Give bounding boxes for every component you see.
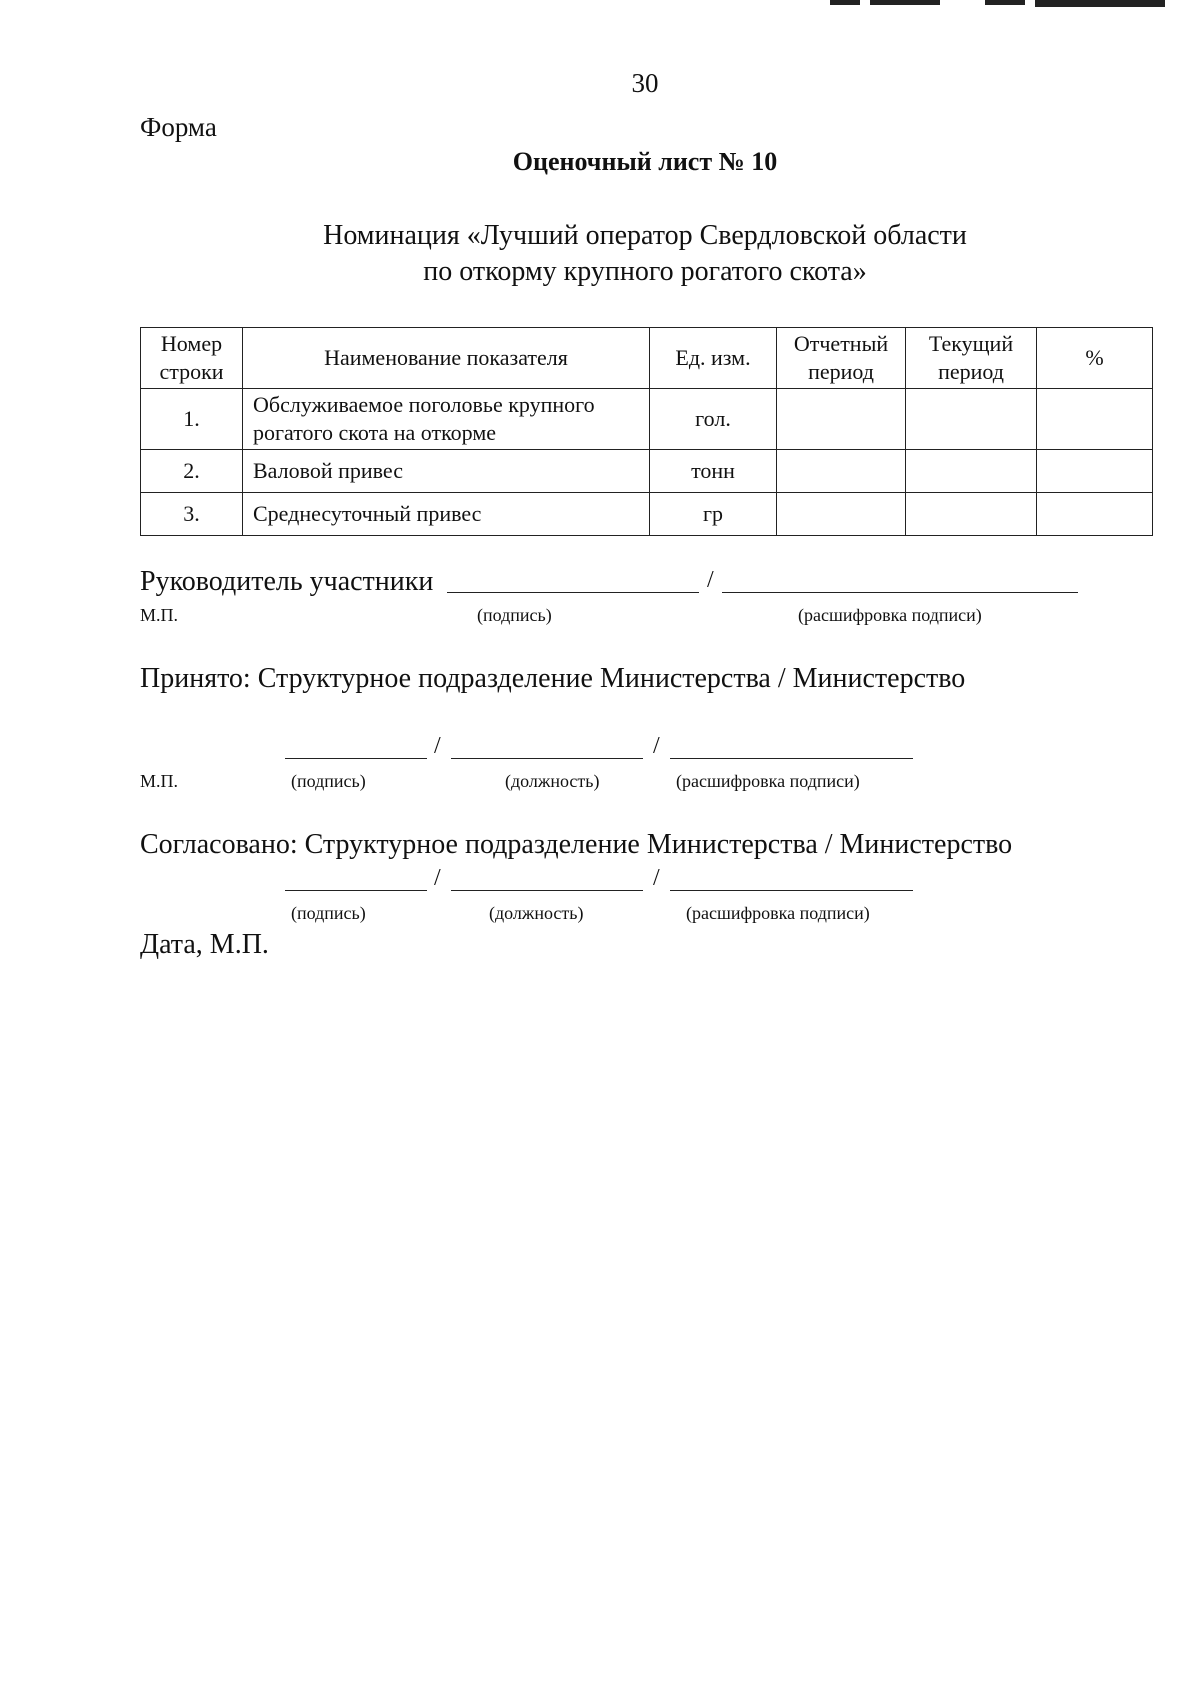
decoding-caption: (расшифровка подписи) [686, 903, 870, 923]
indicator-unit: гр [650, 493, 777, 536]
participant-decoding-line[interactable] [722, 592, 1078, 593]
percent-value-cell[interactable] [1037, 389, 1153, 450]
indicator-unit: гол. [650, 389, 777, 450]
current-value-cell[interactable] [906, 493, 1037, 536]
accepted-heading: Принято: Структурное подразделение Министерства / Министерство [140, 663, 966, 694]
position-caption: (должность) [489, 903, 584, 923]
header-current-period: Текущий период [906, 328, 1037, 389]
separator-slash: / [434, 733, 441, 759]
row-number: 2. [141, 450, 243, 493]
current-value-cell[interactable] [906, 450, 1037, 493]
scan-artifact [870, 0, 940, 5]
current-value-cell[interactable] [906, 389, 1037, 450]
separator-slash: / [434, 865, 441, 891]
header-indicator-name: Наименование показателя [243, 328, 650, 389]
row-number: 3. [141, 493, 243, 536]
agreed-position-line[interactable] [451, 890, 643, 891]
date-stamp-label: Дата, М.П. [140, 929, 269, 960]
header-unit: Ед. изм. [650, 328, 777, 389]
indicator-name: Среднесуточный привес [243, 493, 650, 536]
nomination-line-2: по откорму крупного рогатого скота» [423, 256, 867, 287]
stamp-label: М.П. [140, 605, 179, 625]
nomination-line-1: Номинация «Лучший оператор Свердловской области [323, 220, 967, 251]
signature-caption: (подпись) [291, 903, 366, 923]
signature-caption: (подпись) [291, 771, 366, 791]
row-number: 1. [141, 389, 243, 450]
participant-head-label: Руководитель участники [140, 566, 434, 597]
table-row [141, 493, 1153, 536]
percent-value-cell[interactable] [1037, 450, 1153, 493]
table-header-row [141, 328, 1153, 389]
agreed-decoding-line[interactable] [670, 890, 913, 891]
scan-artifact [1035, 0, 1165, 7]
indicators-table [140, 327, 1153, 536]
nomination-heading [0, 218, 1200, 290]
table-row [141, 389, 1153, 450]
scan-artifact [830, 0, 860, 5]
accepted-signature-line[interactable] [285, 758, 427, 759]
decoding-caption: (расшифровка подписи) [676, 771, 860, 791]
separator-slash: / [707, 567, 714, 593]
participant-signature-line[interactable] [447, 592, 699, 593]
accepted-decoding-line[interactable] [670, 758, 913, 759]
signature-caption: (подпись) [477, 605, 552, 625]
scan-artifact [985, 0, 1025, 5]
stamp-label: М.П. [140, 771, 179, 791]
reporting-value-cell[interactable] [777, 493, 906, 536]
page-number: 30 [631, 68, 659, 98]
indicator-name: Валовой привес [243, 450, 650, 493]
separator-slash: / [653, 865, 660, 891]
percent-value-cell[interactable] [1037, 493, 1153, 536]
accepted-position-line[interactable] [451, 758, 643, 759]
reporting-value-cell[interactable] [777, 389, 906, 450]
decoding-caption: (расшифровка подписи) [798, 605, 982, 625]
separator-slash: / [653, 733, 660, 759]
agreed-heading: Согласовано: Структурное подразделение Министерства / Министерство [140, 829, 1013, 860]
document-title: Оценочный лист № 10 [512, 147, 778, 176]
header-reporting-period: Отчетный период [777, 328, 906, 389]
form-label: Форма [140, 112, 217, 142]
position-caption: (должность) [505, 771, 600, 791]
reporting-value-cell[interactable] [777, 450, 906, 493]
table-row [141, 450, 1153, 493]
header-row-number: Номер строки [141, 328, 243, 389]
indicator-name: Обслуживаемое поголовье крупного рогатого скота на откорме [243, 389, 650, 450]
indicator-unit: тонн [650, 450, 777, 493]
header-percent: % [1037, 328, 1153, 389]
agreed-signature-line[interactable] [285, 890, 427, 891]
